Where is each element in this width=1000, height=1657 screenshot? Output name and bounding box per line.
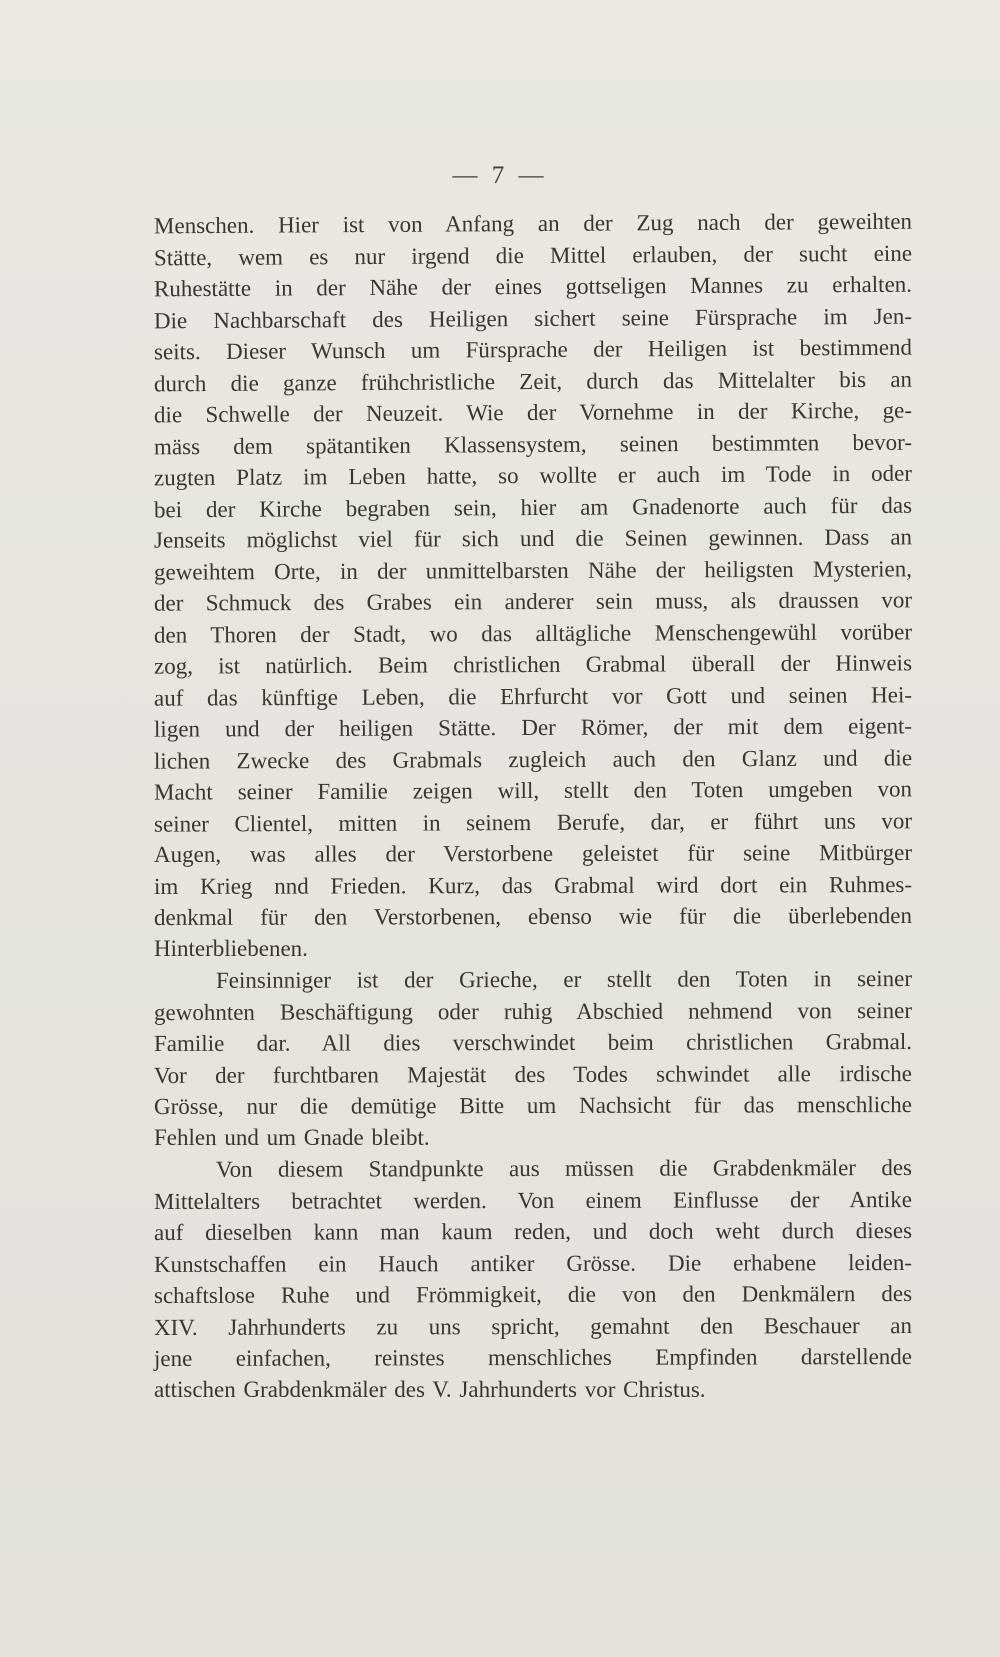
page-number: — 7 —: [452, 162, 548, 189]
text-line: den Thoren der Stadt, wo das alltägliche Menschengewühl vorüber: [153, 618, 913, 648]
paragraph-3: [154, 1153, 912, 1405]
text-line: im Krieg nnd Frieden. Kurz, das Grabmal wird dort ein Ruhmes-: [153, 871, 913, 899]
text-line: Feinsinniger ist der Grieche, er stellt den Toten in seiner: [215, 966, 913, 993]
text-line: mäss dem spätantiken Klassensystem, seinen bestimmten bevor-: [153, 429, 913, 459]
body-text: [154, 208, 912, 1405]
text-line: Hinterbliebenen.: [154, 935, 308, 961]
text-line: jene einfachen, reinstes menschliches Empfinden darstellende: [153, 1344, 913, 1371]
text-line: seiner Clientel, mitten in seinem Berufe, dar, er führt uns vor: [153, 807, 913, 837]
text-line: Mittelalters betrachtet werden. Von einem Einflusse der Antike: [153, 1186, 913, 1214]
text-line: Vor der furchtbaren Majestät des Todes schwindet alle irdische: [153, 1060, 913, 1088]
text-line: Macht seiner Familie zeigen will, stellt den Toten umgeben von: [153, 776, 913, 805]
text-line: zugten Platz im Leben hatte, so wollte er auch im Tode in oder: [153, 460, 913, 491]
text-line: bei der Kirche begraben sein, hier am Gnadenorte auch für das: [153, 492, 913, 522]
text-line: durch die ganze frühchristliche Zeit, durch das Mittelalter bis an: [153, 366, 913, 396]
text-line: gewohnten Beschäftigung oder ruhig Abschied nehmend von seiner: [153, 997, 913, 1025]
text-line: seits. Dieser Wunsch um Fürsprache der Heiligen ist bestimmend: [153, 334, 913, 365]
text-line: Familie dar. All dies verschwindet beim christlichen Grabmal.: [153, 1029, 913, 1056]
text-line: schaftslose Ruhe und Frömmigkeit, die von den Denkmälern des: [153, 1281, 913, 1308]
paragraph-1: [154, 208, 912, 964]
text-line: Augen, was alles der Verstorbene geleistet für seine Mitbürger: [153, 840, 913, 867]
text-line: denkmal für den Verstorbenen, ebenso wie für die überlebenden: [153, 903, 913, 930]
text-line: Kunstschaffen ein Hauch antiker Grösse. Die erhabene leiden-: [153, 1249, 913, 1277]
text-line: Menschen. Hier ist von Anfang an der Zug nach der geweihten: [153, 208, 913, 239]
text-line: auf das künftige Leben, die Ehrfurcht vor Gott und seinen Hei-: [153, 681, 913, 711]
text-line: geweihtem Orte, in der unmittelbarsten Nähe der heiligsten Mysterien,: [153, 555, 913, 585]
text-line: die Schwelle der Neuzeit. Wie der Vornehme in der Kirche, ge-: [153, 397, 913, 428]
paragraph-2: [154, 964, 912, 1153]
text-line: lichen Zwecke des Grabmals zugleich auch den Glanz und die: [153, 744, 913, 774]
text-line: ligen und der heiligen Stätte. Der Römer, der mit dem eigent-: [153, 713, 913, 742]
text-line: XIV. Jahrhunderts zu uns spricht, gemahnt den Beschauer an: [153, 1312, 913, 1340]
text-line: attischen Grabdenkmäler des V. Jahrhunderts vor Christus.: [154, 1376, 706, 1402]
text-line: Jenseits möglichst viel für sich und die Seinen gewinnen. Dass an: [153, 524, 913, 553]
text-line: Die Nachbarschaft des Heiligen sichert seine Fürsprache im Jen-: [153, 303, 913, 333]
text-line: Grösse, nur die demütige Bitte um Nachsicht für das menschliche: [153, 1092, 913, 1119]
text-line: Stätte, wem es nur irgend die Mittel erlauben, der sucht eine: [153, 240, 913, 270]
text-line: Fehlen und um Gnade bleibt.: [154, 1124, 430, 1150]
text-line: Ruhestätte in der Nähe der eines gottseligen Mannes zu erhalten.: [153, 271, 913, 302]
text-line: der Schmuck des Grabes ein anderer sein muss, als draussen vor: [153, 587, 913, 616]
text-line: Von diesem Standpunkte aus müssen die Grabdenkmäler des: [215, 1155, 913, 1182]
text-line: zog, ist natürlich. Beim christlichen Grabmal überall der Hinweis: [153, 650, 913, 679]
text-line: auf dieselben kann man kaum reden, und doch weht durch dieses: [153, 1218, 913, 1245]
